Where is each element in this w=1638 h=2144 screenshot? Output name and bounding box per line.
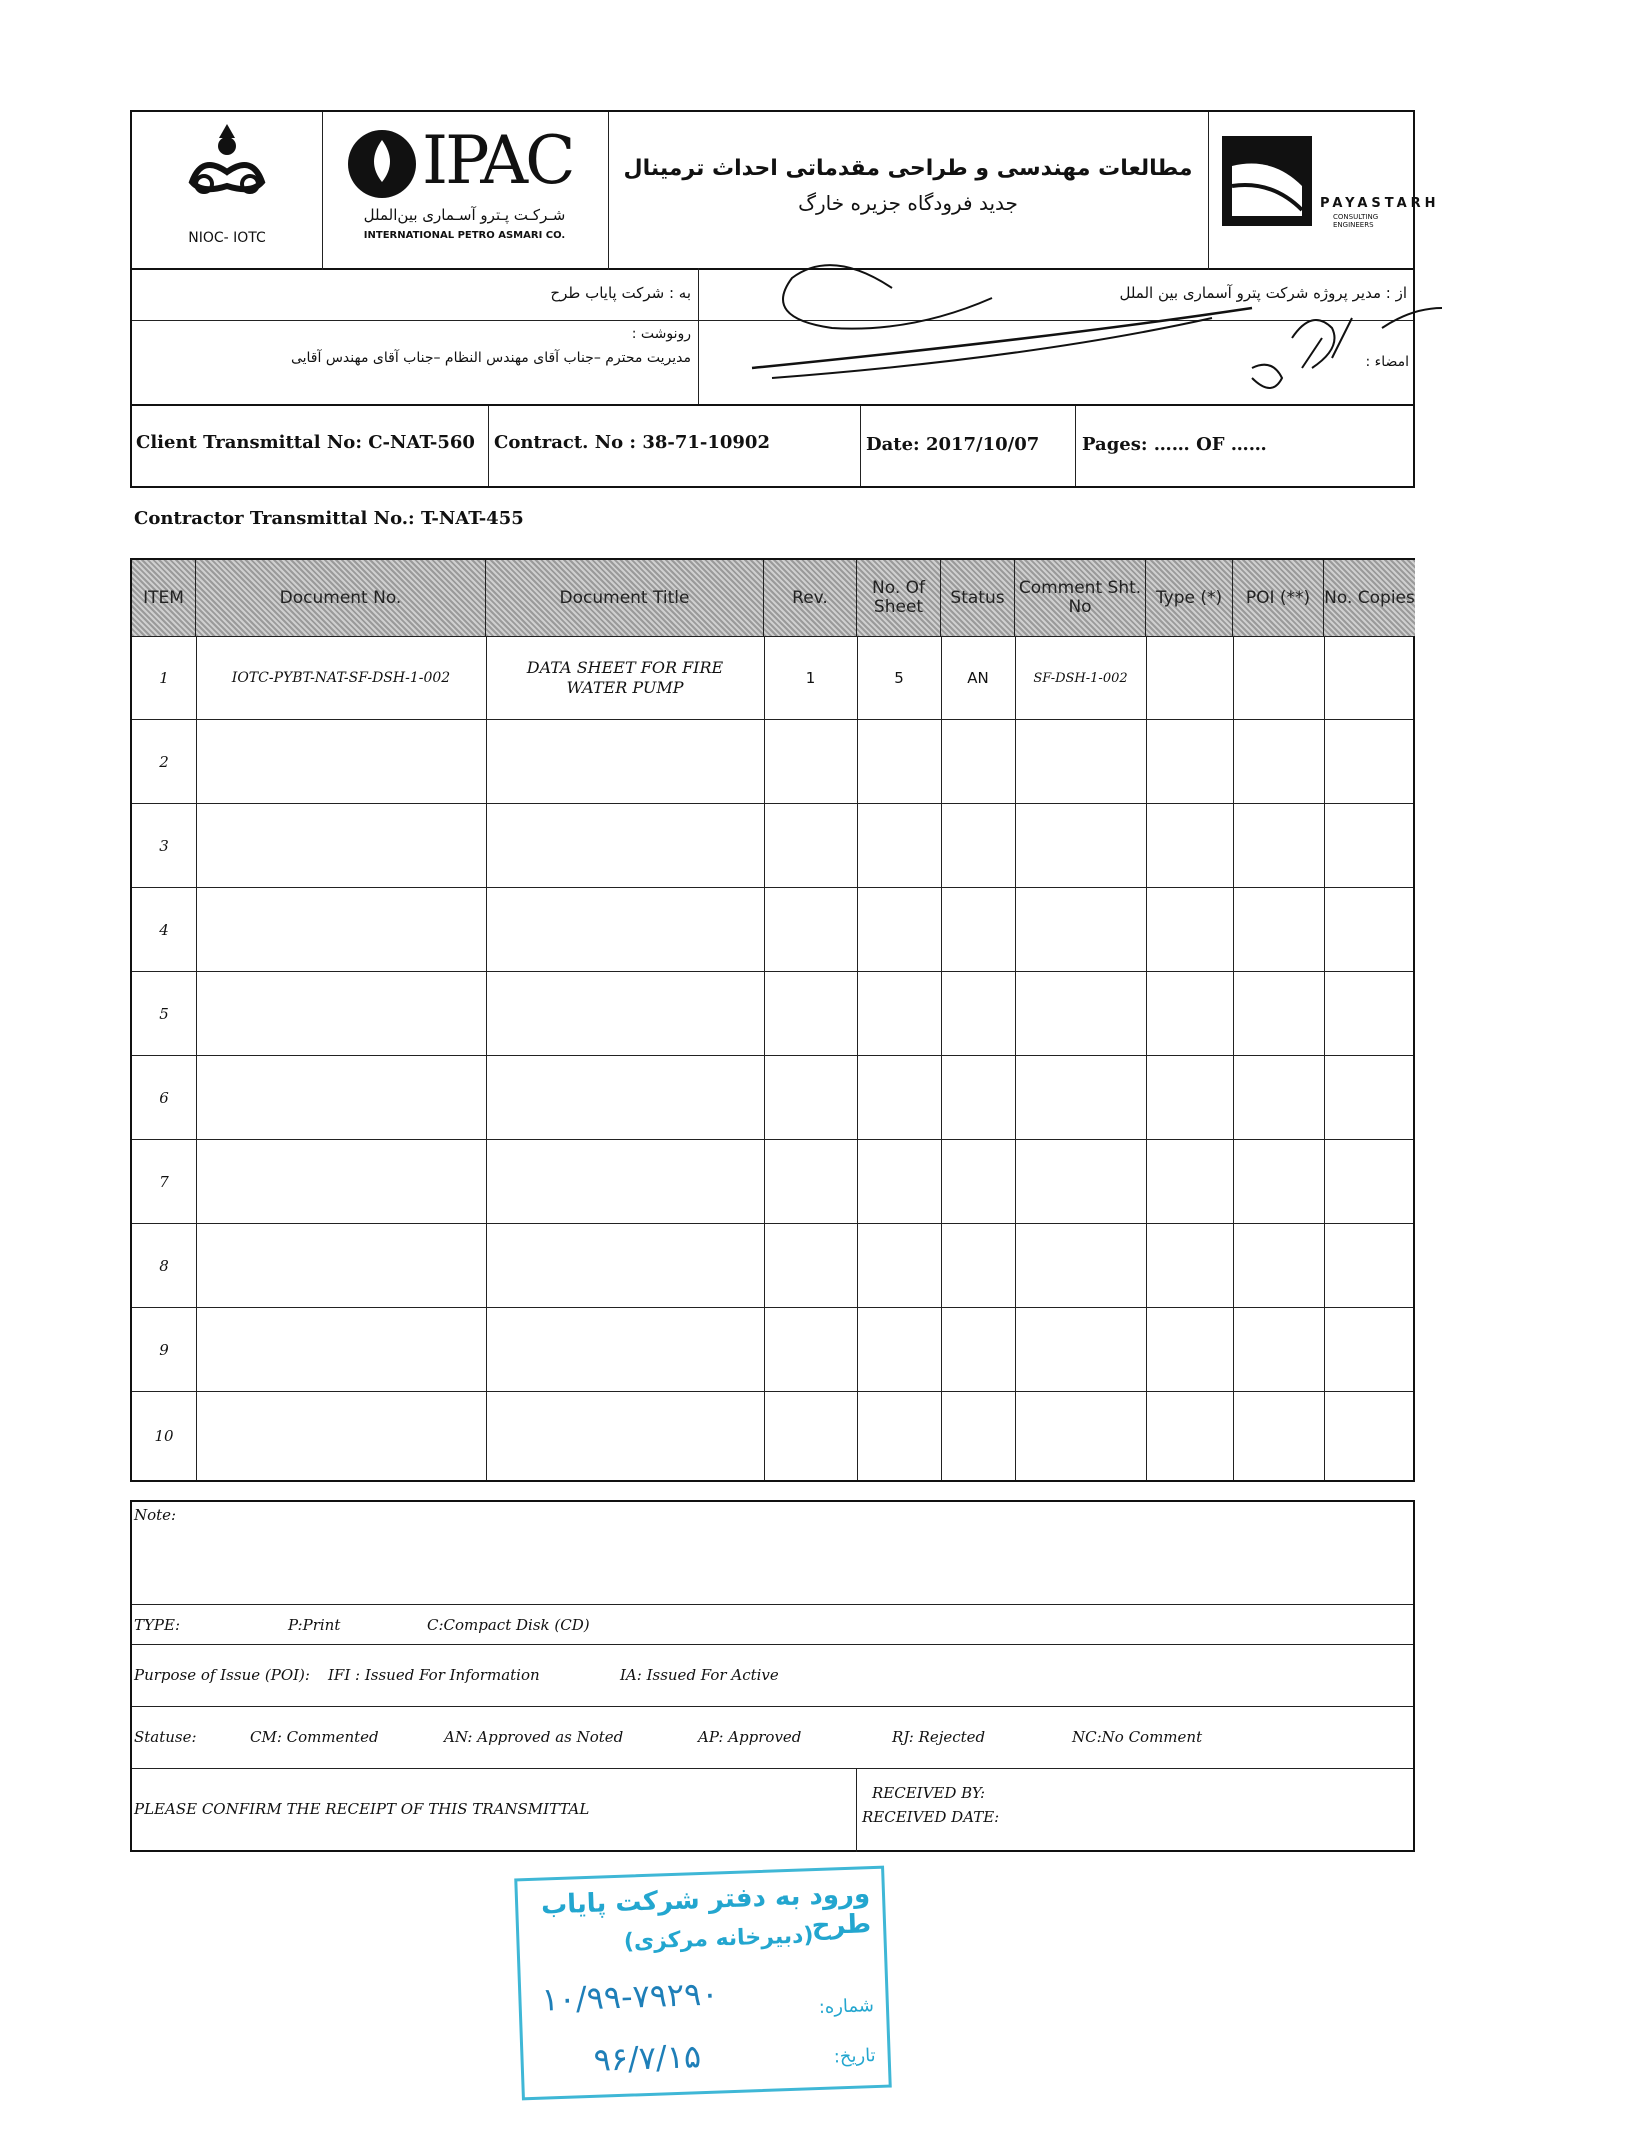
cell-document-no <box>196 1224 486 1308</box>
status-label: Statuse: <box>134 1728 197 1746</box>
handwritten-signature <box>732 228 1452 408</box>
cell-poi <box>1233 804 1324 888</box>
confirm-receipt-text: PLEASE CONFIRM THE RECEIPT OF THIS TRANSMITTAL <box>134 1800 590 1818</box>
ipac-logo <box>322 112 609 270</box>
cell-comment-sht <box>1015 888 1146 972</box>
contract-no: Contract. No : 38-71-10902 <box>494 432 770 453</box>
table-row <box>132 1308 1413 1392</box>
cell-document-title <box>486 1140 764 1224</box>
cell-sheets <box>857 888 941 972</box>
cell-rev <box>764 1308 857 1392</box>
cell-document-no <box>196 1056 486 1140</box>
cell-item: 3 <box>159 837 169 855</box>
cell-document-no <box>196 972 486 1056</box>
poi-label: Purpose of Issue (POI): <box>134 1666 310 1684</box>
cell-item: 4 <box>159 921 169 939</box>
col-header-copies: No. Copies <box>1324 560 1415 636</box>
cell-copies <box>1324 720 1415 804</box>
cell-sheets <box>857 1224 941 1308</box>
cell-type <box>1146 1140 1233 1224</box>
cell-poi <box>1233 888 1324 972</box>
ipac-drop-icon <box>342 124 422 204</box>
cell-document-no <box>196 888 486 972</box>
cell-comment-sht <box>1015 720 1146 804</box>
transmittal-info <box>130 406 1415 488</box>
cell-item: 5 <box>159 1005 169 1023</box>
cell-copies <box>1324 888 1415 972</box>
ipac-persian-name: شـركـت پـترو آسـماری بین‌الملل <box>363 206 566 224</box>
payastarh-subtitle: CONSULTING ENGINEERS <box>1333 213 1379 229</box>
cell-item: 1 <box>159 669 169 687</box>
type-cd: C:Compact Disk (CD) <box>427 1616 590 1634</box>
cc-label: رونوشت : <box>631 326 691 342</box>
cell-document-title: DATA SHEET FOR FIRE WATER PUMP <box>526 658 724 697</box>
cell-copies <box>1324 1224 1415 1308</box>
cell-status <box>941 804 1015 888</box>
cell-sheets <box>857 1308 941 1392</box>
cell-comment-sht: SF-DSH-1-002 <box>1033 670 1128 686</box>
stamp-date-label: تاریخ: <box>833 2045 877 2068</box>
cell-item: 2 <box>159 753 169 771</box>
cell-rev: 1 <box>805 669 816 687</box>
cell-sheets <box>857 804 941 888</box>
cc-recipients: مدیریت محترم –جناب آقای مهندس النظام –جناب آقای مهندس آقایی <box>290 350 691 366</box>
cell-comment-sht <box>1015 1308 1146 1392</box>
cell-status: AN <box>967 669 989 687</box>
cell-sheets <box>857 1392 941 1480</box>
table-body <box>132 636 1413 1480</box>
cell-item: 9 <box>159 1341 169 1359</box>
cell-document-title <box>486 804 764 888</box>
cell-sheets: 5 <box>894 669 904 687</box>
cell-copies <box>1324 1392 1415 1480</box>
ipac-logo-text: IPAC <box>422 122 573 199</box>
cell-document-no <box>196 1140 486 1224</box>
cell-type <box>1146 888 1233 972</box>
cell-type <box>1146 636 1233 720</box>
nioc-logo <box>132 112 323 270</box>
poi-ia: IA: Issued For Active <box>620 1666 779 1684</box>
transmittal-date: Date: 2017/10/07 <box>866 434 1040 455</box>
cell-item: 7 <box>159 1173 169 1191</box>
cell-type <box>1146 804 1233 888</box>
status-an: AN: Approved as Noted <box>444 1728 624 1746</box>
cell-copies <box>1324 1308 1415 1392</box>
signature-label: امضاء : <box>1365 354 1409 370</box>
col-header-poi: POI (**) <box>1233 560 1324 636</box>
payastarh-emblem-icon <box>1222 136 1312 226</box>
payastarh-name: PAYASTARH <box>1320 196 1440 211</box>
table-row <box>132 720 1413 804</box>
stamp-date-value: ۹۶/۷/۱۵ <box>592 2037 702 2079</box>
cell-poi <box>1233 1224 1324 1308</box>
received-by: RECEIVED BY: <box>872 1784 986 1802</box>
type-print: P:Print <box>288 1616 341 1634</box>
nioc-label: NIOC- IOTC <box>188 230 266 246</box>
stamp-subtitle: (دبیرخانه مرکزی) <box>623 1923 814 1955</box>
cell-document-title <box>486 1392 764 1480</box>
cell-rev <box>764 1224 857 1308</box>
cell-poi <box>1233 1308 1324 1392</box>
nioc-emblem-icon <box>132 112 322 222</box>
cell-item: 8 <box>159 1257 169 1275</box>
cell-copies <box>1324 1056 1415 1140</box>
cell-document-no <box>196 1392 486 1480</box>
cell-document-no <box>196 1308 486 1392</box>
cell-poi <box>1233 636 1324 720</box>
col-header-sheets: No. Of Sheet <box>857 560 941 636</box>
cell-poi <box>1233 1056 1324 1140</box>
cell-sheets <box>857 720 941 804</box>
addressing-block <box>130 268 1415 406</box>
cell-copies <box>1324 804 1415 888</box>
cell-document-title <box>486 1224 764 1308</box>
cell-rev <box>764 804 857 888</box>
page-count: Pages: …… OF …… <box>1082 434 1267 455</box>
legend-block <box>130 1500 1415 1852</box>
received-date: RECEIVED DATE: <box>862 1808 1000 1826</box>
cell-poi <box>1233 1140 1324 1224</box>
table-row <box>132 636 1413 720</box>
table-row <box>132 1140 1413 1224</box>
cell-type <box>1146 720 1233 804</box>
cell-sheets <box>857 1140 941 1224</box>
client-transmittal-no: Client Transmittal No: C-NAT-560 <box>136 432 475 453</box>
cell-status <box>941 888 1015 972</box>
cell-document-title <box>486 972 764 1056</box>
receipt-stamp <box>514 1866 892 2101</box>
cell-comment-sht <box>1015 1056 1146 1140</box>
project-title-line2: جدید فرودگاه جزیره خارگ <box>798 191 1018 215</box>
project-title-line1: مطالعات مهندسی و طراحی مقدماتی احداث ترمینال <box>623 156 1193 181</box>
cell-type <box>1146 1224 1233 1308</box>
table-row <box>132 804 1413 888</box>
cell-status <box>941 1392 1015 1480</box>
cell-status <box>941 972 1015 1056</box>
cell-document-title <box>486 720 764 804</box>
status-cm: CM: Commented <box>250 1728 379 1746</box>
cell-rev <box>764 720 857 804</box>
cell-sheets <box>857 1056 941 1140</box>
col-header-rev: Rev. <box>764 560 857 636</box>
table-row <box>132 972 1413 1056</box>
cell-rev <box>764 888 857 972</box>
cell-comment-sht <box>1015 1224 1146 1308</box>
stamp-number-label: شماره: <box>818 1995 875 2018</box>
cell-poi <box>1233 720 1324 804</box>
cell-rev <box>764 1392 857 1480</box>
from-sender: از : مدیر پروژه شرکت پترو آسماری بین الملل <box>1119 284 1407 302</box>
cell-status <box>941 1056 1015 1140</box>
cell-rev <box>764 972 857 1056</box>
cell-comment-sht <box>1015 1392 1146 1480</box>
cell-document-title <box>486 1056 764 1140</box>
cell-comment-sht <box>1015 1140 1146 1224</box>
cell-rev <box>764 1140 857 1224</box>
cell-type <box>1146 1308 1233 1392</box>
cell-copies <box>1324 1140 1415 1224</box>
stamp-title: ورود به دفتر شرکت پایاب طرح <box>540 1879 872 1942</box>
cell-document-no <box>196 720 486 804</box>
cell-copies <box>1324 636 1415 720</box>
poi-ifi: IFI : Issued For Information <box>328 1666 540 1684</box>
document-table <box>130 558 1415 1482</box>
cell-sheets <box>857 972 941 1056</box>
type-label: TYPE: <box>134 1616 181 1634</box>
col-header-status: Status <box>941 560 1015 636</box>
cell-comment-sht <box>1015 972 1146 1056</box>
cell-rev <box>764 1056 857 1140</box>
col-header-document-no: Document No. <box>196 560 486 636</box>
cell-type <box>1146 1056 1233 1140</box>
status-ap: AP: Approved <box>698 1728 802 1746</box>
note-label: Note: <box>134 1506 177 1524</box>
cell-document-no <box>196 804 486 888</box>
col-header-document-title: Document Title <box>486 560 764 636</box>
contractor-transmittal-no: Contractor Transmittal No.: T-NAT-455 <box>134 508 524 529</box>
stamp-number-value: ۱۰/۹۹-۷۹۲۹۰ <box>540 1974 720 2019</box>
cell-comment-sht <box>1015 804 1146 888</box>
cell-document-title <box>486 888 764 972</box>
cell-type <box>1146 1392 1233 1480</box>
cell-type <box>1146 972 1233 1056</box>
cell-copies <box>1324 972 1415 1056</box>
status-nc: NC:No Comment <box>1072 1728 1203 1746</box>
to-recipient: به : شرکت پایاب طرح <box>550 284 691 302</box>
cell-poi <box>1233 972 1324 1056</box>
col-header-type: Type (*) <box>1146 560 1233 636</box>
col-header-comment-sht: Comment Sht. No <box>1015 560 1146 636</box>
table-row <box>132 1224 1413 1308</box>
cell-poi <box>1233 1392 1324 1480</box>
cell-status <box>941 720 1015 804</box>
ipac-english-name: INTERNATIONAL PETRO ASMARI CO. <box>363 230 566 241</box>
table-row <box>132 1392 1413 1480</box>
cell-document-no: IOTC-PYBT-NAT-SF-DSH-1-002 <box>231 670 451 686</box>
cell-document-title <box>486 1308 764 1392</box>
cell-status <box>941 1140 1015 1224</box>
table-row <box>132 888 1413 972</box>
cell-status <box>941 1308 1015 1392</box>
cell-status <box>941 1224 1015 1308</box>
table-row <box>132 1056 1413 1140</box>
status-rj: RJ: Rejected <box>892 1728 986 1746</box>
col-header-item: ITEM <box>132 560 196 636</box>
cell-item: 6 <box>159 1089 169 1107</box>
cell-item: 10 <box>154 1427 174 1445</box>
